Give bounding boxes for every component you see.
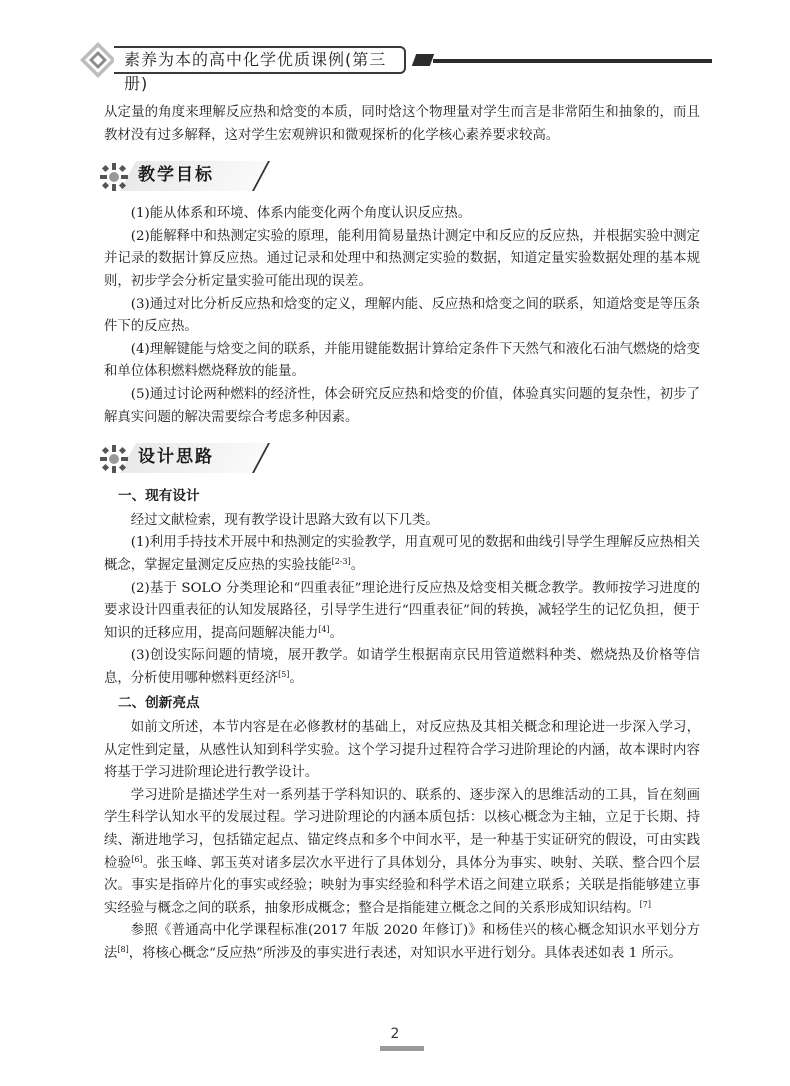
gear-badge-icon	[98, 443, 130, 475]
page-number: 2	[390, 1026, 400, 1042]
paragraph	[104, 578, 700, 646]
citation: [5]	[278, 669, 290, 679]
citation: [6]	[131, 854, 143, 864]
citation: [8]	[117, 945, 129, 954]
header-rule	[433, 59, 712, 63]
text: (3)创设实际问题的情境，展开教学。如请学生根据南京民用管道燃料种类、燃烧热及价格等信息，分析使用哪种燃料更经济	[104, 648, 700, 686]
footer-bar	[380, 1046, 424, 1051]
text: (1)利用手持技术开展中和热测定的实验教学，用直观可见的数据和曲线引导学生理解反应热相关概念，掌握定量测定反应热的实验技能	[104, 535, 700, 573]
subheading-existing-design: 一、现有设计	[118, 488, 200, 505]
book-title: 素养为本的高中化学优质课例(第三册)	[114, 46, 406, 74]
text: ，将核心概念“反应热”所涉及的事实进行表述，对知识水平进行划分。具体表述如表 1 所示。	[128, 946, 682, 961]
goal-item: (2)能解释中和热测定实验的原理，能利用简易量热计测定中和反应的反应热，并根据实验中测定并记录的数据计算反应热。通过记录和处理中和热测定实验的数据，知道定量实验数据处理的基本规则，初步学会分析定量实验可能出现的误差。	[104, 228, 700, 289]
title-decoration	[412, 54, 434, 66]
gear-badge-icon	[98, 161, 130, 193]
page-content	[104, 102, 700, 966]
paragraph	[104, 645, 700, 690]
text: 学习进阶是描述学生对一系列基于学科知识的、联系的、逐步深入的思维活动的工具，旨在刻画学生科学认知水平的发展过程。学习进阶理论的内涵本质包括：以核心概念为主轴，立足于长期、持续、渐进地学习，包括锚定起点、锚定终点和多个中间水平，是一种基于实证研究的假设，可由实践检验	[104, 787, 700, 871]
intro-paragraph: 从定量的角度来理解反应热和焓变的本质，同时焓这个物理量对学生而言是非常陌生和抽象的，而且教材没有过多解释，这对学生宏观辨识和微观探析的化学核心素养要求较高。	[104, 105, 700, 143]
citation: [4]	[318, 624, 330, 634]
goal-item: (1)能从体系和环境、体系内能变化两个角度认识反应热。	[130, 206, 472, 222]
paragraph: 如前文所述，本节内容是在必修教材的基础上，对反应热及其相关概念和理论进一步深入学习，从定性到定量，从感性认知到科学实验。这个学习提升过程符合学习进阶理论的内涵，故本课时内容将基于学习进阶理论进行教学设计。	[104, 720, 700, 781]
paragraph: 经过文献检索，现有教学设计思路大致有以下几类。	[130, 512, 439, 528]
text: (2)基于 SOLO 分类理论和“四重表征”理论进行反应热及焓变相关概念教学。教师按学习进度的要求设计四重表征的认知发展路径，引导学生进行“四重表征”间的转换，减轻学生的记忆负担，便于知识的迁移应用，提高问题解决能力	[104, 580, 700, 641]
section-title: 设计思路	[138, 447, 214, 468]
paragraph	[104, 785, 700, 921]
text: 。	[289, 670, 303, 686]
text: 。张玉峰、郭玉英对诸多层次水平进行了具体划分，具体分为事实、映射、关联、整合四个层次。事实是指碎片化的事实或经验；映射为事实经验和科学术语之间建立联系；关联是指能够建立事实经验与概念之间的联系，抽象形成概念；整合是指能建立概念之间的关系形成知识结构。	[104, 855, 701, 916]
goal-item: (3)通过对比分析反应热和焓变的定义，理解内能、反应热和焓变之间的联系，知道焓变是等压条件下的反应热。	[104, 296, 700, 335]
section-title: 教学目标	[138, 165, 214, 186]
subheading-innovation: 二、创新亮点	[118, 695, 200, 712]
book-logo-icon	[78, 40, 118, 80]
goal-item: (5)通过讨论两种燃料的经济性，体会研究反应热和焓变的价值，体验真实问题的复杂性，初步了解真实问题的解决需要综合考虑多种因素。	[104, 386, 700, 425]
citation: [2-3]	[331, 556, 351, 566]
section-heading-goals	[98, 159, 700, 195]
citation: [7]	[639, 899, 651, 909]
paragraph	[104, 532, 700, 577]
paragraph	[104, 920, 700, 965]
text: 。	[329, 625, 343, 641]
text: 参照《普通高中化学课程标准(2017 年版 2020 年修订)》和杨佳兴的核心概念知识水平划分方法	[104, 923, 700, 961]
section-heading-design	[98, 441, 700, 477]
page-header	[78, 38, 718, 93]
goal-item: (4)理解键能与焓变之间的联系，并能用键能数据计算给定条件下天然气和液化石油气燃烧的焓变和单位体积燃料燃烧释放的能量。	[104, 341, 700, 380]
text: 。	[350, 557, 365, 573]
